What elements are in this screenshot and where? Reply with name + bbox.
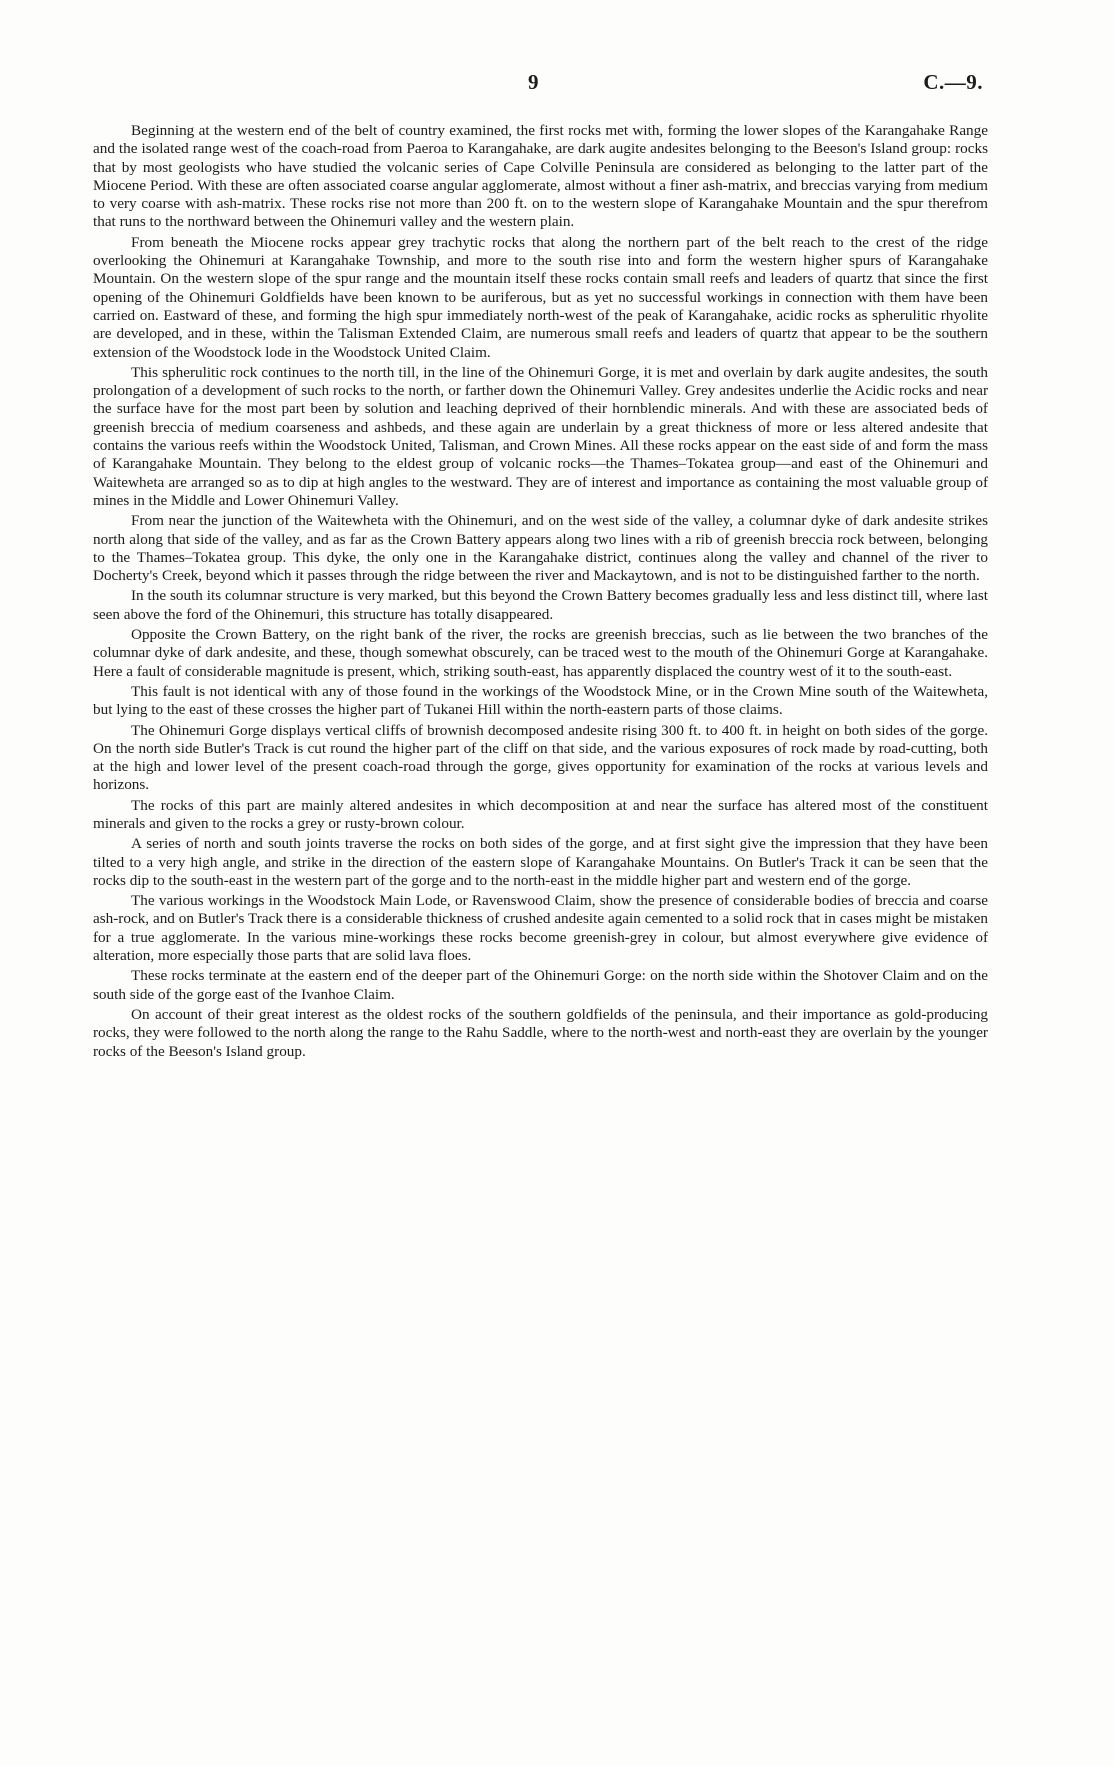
page-header: [0, 70, 1114, 100]
paragraph: From beneath the Miocene rocks appear grey trachytic rocks that along the northern part of the belt reach to the crest of the ridge overlooking the Ohinemuri at Karangahake Township, and more to the south rise into and form the western higher spurs of Karangahake Mountain. On the western slope of the spur range and the mountain itself these rocks contain small reefs and leaders of quartz that since the first opening of the Ohinemuri Goldfields have been known to be auriferous, but as yet no successful workings in connection with them have been carried on. Eastward of these, and forming the high spur immediately north-west of the peak of Karangahake, acidic rocks as spherulitic rhyolite are developed, and in these, within the Talisman Extended Claim, are numerous small reefs and leaders of quartz that appear to be the southern extension of the Woodstock lode in the Woodstock United Claim.: [93, 233, 988, 361]
paragraph: This fault is not identical with any of those found in the workings of the Woodstock Mine, or in the Crown Mine south of the Waitewheta, but lying to the east of these crosses the higher part of Tukanei Hill within the north-eastern parts of those claims.: [93, 682, 988, 719]
paragraph: These rocks terminate at the eastern end of the deeper part of the Ohinemuri Gorge: on the north side within the Shotover Claim and on the south side of the gorge east of the Ivanhoe Claim.: [93, 967, 988, 1003]
document-reference: C.—9.: [923, 70, 983, 94]
paragraph: A series of north and south joints traverse the rocks on both sides of the gorge, and at first sight give the impression that they have been tilted to a very high angle, and strike in the direction of the eastern slope of Karangahake Mountains. On Butler's Track it can be seen that the rocks dip to the south-east in the western part of the gorge and to the north-east in the middle higher part and western end of the gorge.: [93, 835, 988, 889]
body-text: [93, 122, 988, 1063]
paragraph: Opposite the Crown Battery, on the right bank of the river, the rocks are greenish breccias, such as lie between the two branches of the columnar dyke of dark andesite, and these, though somewhat obscurely, can be traced west to the mouth of the Ohinemuri Gorge at Karangahake. Here a fault of considerable magnitude is present, which, striking south-east, has apparently displaced the country west of it to the south-east.: [93, 626, 988, 680]
paragraph: The various workings in the Woodstock Main Lode, or Ravenswood Claim, show the presence of considerable bodies of breccia and coarse ash-rock, and on Butler's Track there is a considerable thickness of crushed andesite again cemented to a solid rock that in cases might be mistaken for a true agglomerate. In the various mine-workings these rocks become greenish-grey in colour, but almost everywhere give evidence of alteration, more especially those parts that are solid lava floes.: [93, 892, 988, 965]
paragraph: The rocks of this part are mainly altered andesites in which decomposition at and near the surface has altered most of the constituent minerals and given to the rocks a grey or rusty-brown colour.: [93, 796, 988, 832]
paragraph: The Ohinemuri Gorge displays vertical cliffs of brownish decomposed andesite rising 300 ft. to 400 ft. in height on both sides of the gorge. On the north side Butler's Track is cut round the higher part of the cliff on that side, and the various exposures of rock made by road-cutting, both at the high and lower level of the present coach-road through the gorge, gives opportunity for examination of the rocks at various levels and horizons.: [93, 721, 988, 794]
paragraph: From near the junction of the Waitewheta with the Ohinemuri, and on the west side of the valley, a columnar dyke of dark andesite strikes north along that side of the valley, and as far as the Crown Battery appears along two lines with a rib of greenish breccia rock between, belonging to the Thames–Tokatea group. This dyke, the only one in the Karangahake district, continues along the valley and channel of the river to Docherty's Creek, beyond which it passes through the ridge between the river and Mackaytown, and is not to be distinguished farther to the north.: [93, 512, 988, 585]
paragraph: In the south its columnar structure is very marked, but this beyond the Crown Battery becomes gradually less and less distinct till, where last seen above the ford of the Ohinemuri, this structure has totally disappeared.: [93, 587, 988, 623]
paragraph: This spherulitic rock continues to the north till, in the line of the Ohinemuri Gorge, it is met and overlain by dark augite andesites, the south prolongation of a development of such rocks to the north, or farther down the Ohinemuri Valley. Grey andesites underlie the Acidic rocks and near the surface have for the most part been by solution and leaching deprived of their hornblendic minerals. And with these are associated beds of greenish breccia of medium coarseness and ashbeds, and these again are underlain by a great thickness of more or less altered andesite that contains the various reefs within the Woodstock United, Talisman, and Crown Mines. All these rocks appear on the east side of and form the mass of Karangahake Mountain. They belong to the eldest group of volcanic rocks—the Thames–Tokatea group—and east of the Ohinemuri and Waitewheta are arranged so as to dip at high angles to the westward. They are of interest and importance as containing the most valuable group of mines in the Middle and Lower Ohinemuri Valley.: [93, 363, 988, 509]
page-number: 9: [528, 70, 539, 94]
paragraph: Beginning at the western end of the belt of country examined, the first rocks met with, forming the lower slopes of the Karangahake Range and the isolated range west of the coach-road from Paeroa to Karangahake, are dark augite andesites belonging to the Beeson's Island group: rocks that by most geologists who have studied the volcanic series of Cape Colville Peninsula are considered as belonging to the latter part of the Miocene Period. With these are often associated coarse angular agglomerate, almost without a finer ash-matrix, and breccias varying from medium to very coarse with ash-matrix. These rocks rise not more than 200 ft. on to the western slope of Karangahake Mountain and the spur therefrom that runs to the northward between the Ohinemuri valley and the western plain.: [93, 122, 988, 231]
paragraph: On account of their great interest as the oldest rocks of the southern goldfields of the peninsula, and their importance as gold-producing rocks, they were followed to the north along the range to the Rahu Saddle, where to the north-west and north-east they are overlain by the younger rocks of the Beeson's Island group.: [93, 1005, 988, 1060]
